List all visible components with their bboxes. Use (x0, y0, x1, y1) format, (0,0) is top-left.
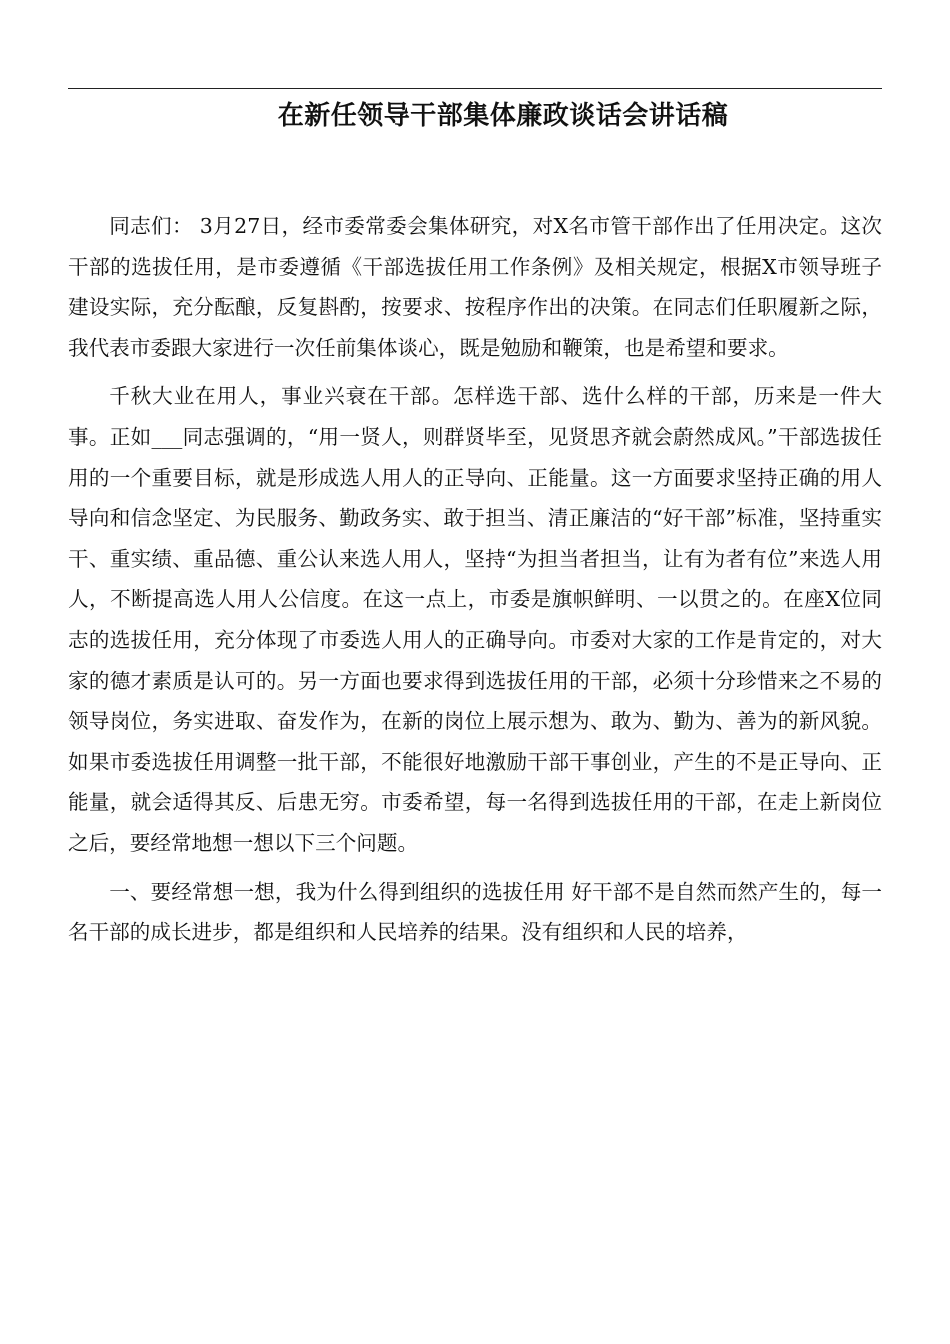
document-title: 在新任领导干部集体廉政谈话会讲话稿 (277, 101, 729, 131)
paragraph-cadre-selection: 千秋大业在用人，事业兴衰在干部。怎样选干部、选什么样的干部，历来是一件大事。正如___同志强调的，“用一贤人，则群贤毕至，见贤思齐就会蔚然成风。”干部选拔任用的一个重要目标，就是形成选人用人的正导向、正能量。这一方面要求坚持正确的用人导向和信念坚定、为民服务、勤政务实、敢于担当、清正廉洁的“好干部”标准，坚持重实干、重实绩、重品德、重公认来选人用人，坚持“为担当者担当，让有为者有位”来选人用人，不断提高选人用人公信度。在这一点上，市委是旗帜鲜明、一以贯之的。在座X位同志的选拔任用，充分体现了市委选人用人的正确导向。市委对大家的工作是肯定的，对大家的德才素质是认可的。另一方面也要求得到选拔任用的干部，必须十分珍惜来之不易的领导岗位，务实进取、奋发作为，在新的岗位上展示想为、敢为、勤为、善为的新风貌。如果市委选拔任用调整一批干部，不能很好地激励干部干事创业，产生的不是正导向、正能量，就会适得其反、后患无穷。市委希望，每一名得到选拔任用的干部，在走上新岗位之后，要经常地想一想以下三个问题。 (68, 384, 882, 855)
document-body (68, 206, 882, 961)
paragraph-section-one: 一、要经常想一想，我为什么得到组织的选拔任用 好干部不是自然而然产生的，每一名干部的成长进步，都是组织和人民培养的结果。没有组织和人民的培养， (68, 879, 882, 945)
header-rule (68, 88, 882, 89)
paragraph-opening: 同志们： 3月27日，经市委常委会集体研究，对X名市管干部作出了任用决定。这次干部的选拔任用，是市委遵循《干部选拔任用工作条例》及相关规定，根据X市领导班子建设实际，充分酝酿，反复斟酌，按要求、按程序作出的决策。在同志们任职履新之际，我代表市委跟大家进行一次任前集体谈心，既是勉励和鞭策，也是希望和要求。 (68, 214, 882, 360)
